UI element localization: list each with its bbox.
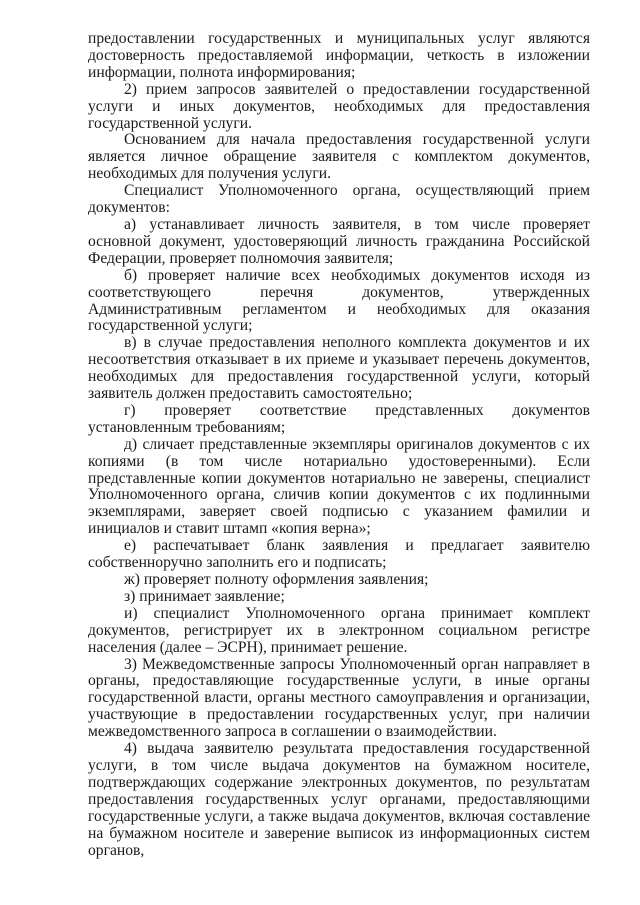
paragraph-item-2-receiving-requests: 2) прием запросов заявителей о предоставлении государственной услуги и иных документов, необходимых для предоставления государственной услуги. — [88, 80, 590, 132]
paragraph-item-3-interagency-requests: 3) Межведомственные запросы Уполномоченный орган направляет в органы, предоставляющие государственные услуги, в иные органы государственной власти, органы местного самоуправления и организации, участвующие в предоставлении государственных услуг, при наличии межведомственного запроса в соглашении о взаимодействии. — [88, 655, 590, 741]
paragraph-specialist-intro: Специалист Уполномоченного органа, осуществляющий прием документов: — [88, 182, 590, 217]
paragraph-item-g: г) проверяет соответствие представленных документов установленным требованиям; — [88, 401, 590, 436]
paragraph-item-z: з) принимает заявление; — [124, 587, 285, 605]
paragraph-item-a: а) устанавливает личность заявителя, в том числе проверяет основной документ, удостоверяющий личность гражданина Российской Федерации, проверяет полномочия заявителя; — [88, 215, 590, 267]
paragraph-item-d: д) сличает представленные экземпляры оригиналов документов с их копиями (в том числе нотариально удостоверенными). Если представленные копии документов нотариально не заверены, специалист Уполномоченного органа, сличив копии документов с их подлинными экземплярами, заверяет своей подписью с указанием фамилии и инициалов и ставит штамп «копия верна»; — [88, 435, 590, 538]
document-body — [88, 31, 590, 859]
paragraph-basis-for-service: Основанием для начала предоставления государственной услуги является личное обращение заявителя с комплектом документов, необходимых для получения услуги. — [88, 131, 590, 183]
paragraph-item-i: и) специалист Уполномоченного органа принимает комплект документов, регистрирует их в электронном социальном регистре населения (далее – ЭСРН), принимает решение. — [88, 604, 590, 656]
paragraph-informing-requirements: предоставлении государственных и муниципальных услуг являются достоверность предоставляемой информации, четкость в изложении информации, полнота информирования; — [88, 30, 590, 81]
paragraph-item-v: в) в случае предоставления неполного комплекта документов и их несоответствия отказывает в их приеме и указывает перечень документов, необходимых для предоставления государственной услуги, который заявитель должен предоставить самостоятельно; — [88, 334, 590, 403]
paragraph-item-zh: ж) проверяет полноту оформления заявления; — [124, 571, 429, 588]
paragraph-item-4-issuing-result: 4) выдача заявителю результата предоставления государственной услуги, в том числе выдача документов на бумажном носителе, подтверждающих содержание электронных документов, по результатам предоставления государственных услуг органами, предоставляющими государственные услуги, а также выдача документов, включая составление на бумажном носителе и заверение выписок из информационных систем органов, — [88, 740, 590, 859]
paragraph-item-b: б) проверяет наличие всех необходимых документов исходя из соответствующего перечня документов, утвержденных Административным регламентом и необходимых для оказания государственной услуги; — [88, 266, 590, 335]
paragraph-item-e: е) распечатывает бланк заявления и предлагает заявителю собственноручно заполнить его и подписать; — [88, 537, 590, 572]
